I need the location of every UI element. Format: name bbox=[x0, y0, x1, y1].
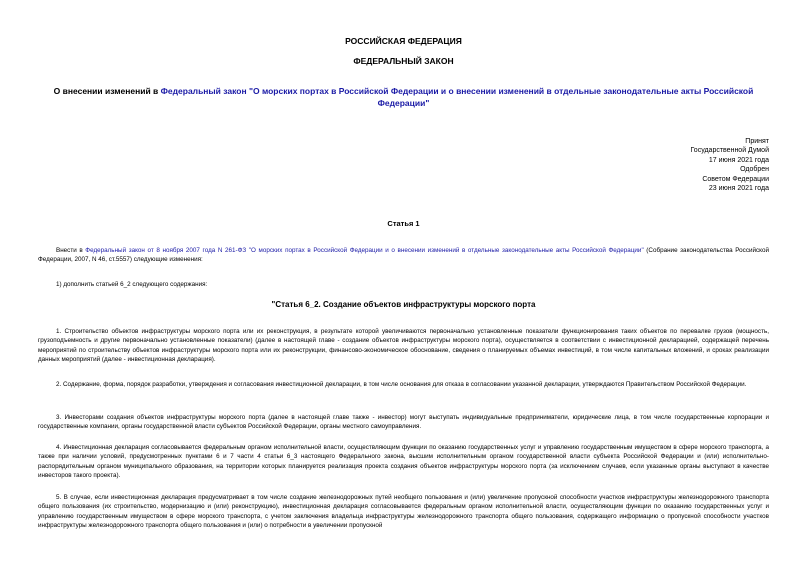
law-type-heading: ФЕДЕРАЛЬНЫЙ ЗАКОН bbox=[353, 56, 454, 66]
adoption-line: Советом Федерации bbox=[702, 175, 769, 183]
point-1: 1. Строительство объектов инфраструктуры морского порта или их реконструкция, в результате которой увеличиваются первоначально установленные показатели функционирования таких объектов по перевалке грузов (мощность, грузоподъемность и другие первоначально установленные показатели) (далее в настоящей главе - создание объектов инфраструктуры морского порта), осуществляется в соответствии с инвестиционной декларацией, содержащей перечень мероприятий по строительству объектов инфраструктуры морского порта или их реконструкции, финансово-экономическое обоснование, сведения о планируемых объемах инвестиций, в том числе капитальных вложений, и сроках реализации данных мероприятий (далее - инвестиционная декларация). bbox=[38, 328, 769, 363]
point-3: 3. Инвесторами создания объектов инфраструктуры морского порта (далее в настоящей главе также - инвестор) могут выступать индивидуальные предприниматели, юридические лица, в том числе государственные корпорации и государственные компании, органы государственной власти субъектов Российской Федерации, органы местного самоуправления. bbox=[38, 414, 769, 431]
federation-heading: РОССИЙСКАЯ ФЕДЕРАЦИЯ bbox=[345, 36, 462, 46]
law-title-prefix: О внесении изменений в bbox=[53, 86, 161, 96]
adoption-line: Принят bbox=[745, 138, 769, 145]
adoption-line: 17 июня 2021 года bbox=[708, 156, 769, 164]
intro-suffix: (Собрание законодательства Российской Федерации, 2007, N 46, ст.5557) следующие изменения: bbox=[38, 247, 769, 264]
article-heading: Статья 1 bbox=[387, 219, 420, 228]
adoption-block bbox=[690, 137, 769, 193]
law-title bbox=[50, 85, 757, 109]
intro-prefix: Внести в bbox=[56, 247, 86, 254]
point-2: 2. Содержание, форма, порядок разработки, утверждения и согласования инвестиционной декларации, в том числе основания для отказа в согласовании указанной декларации, утверждаются Правительством Российской Федерации. bbox=[56, 381, 747, 388]
amendment-item-1: 1) дополнить статьей 6_2 следующего содержания: bbox=[56, 281, 208, 288]
adoption-line: Одобрен bbox=[740, 166, 769, 174]
point-4: 4. Инвестиционная декларация согласовывается федеральным органом исполнительной власти, осуществляющим функции по оказанию государственных услуг и управлению государственным имуществом в сфере морского транспорта, а также при наличии условий, предусмотренных пунктами 6 и 7 части 4 статьи 6_3 настоящего Федерального закона, высшим исполнительным органом государственной власти субъекта Российской Федерации и (или) исполнительно-распорядительным органом муниципального образования, на территории которых планируется реализация проекта создания объектов инфраструктуры морского порта (за исключением случаев, если указанные органы выступают в качестве инвесторов такого проекта). bbox=[38, 444, 769, 479]
intro-law-link[interactable]: Федеральный закон от 8 ноября 2007 года N 261-ФЗ "О морских портах в Российской Федерации и о внесении изменений в отдельные законодательные акты Российской Федерации" bbox=[85, 247, 644, 254]
new-article-heading: "Статья 6_2. Создание объектов инфраструктуры морского порта bbox=[271, 300, 536, 309]
article-intro bbox=[38, 246, 769, 265]
law-title-link[interactable]: Федеральный закон "О морских портах в Российской Федерации и о внесении изменений в отдельные законодательные акты Российской Федерации" bbox=[160, 86, 754, 108]
point-5: 5. В случае, если инвестиционная декларация предусматривает в том числе создание железнодорожных путей необщего пользования и (или) увеличение пропускной способности участков инфраструктуры железнодорожного транспорта общего пользования (их строительство, модернизацию и (или) реконструкцию), инвестиционная декларация согласовывается федеральным органом исполнительной власти, осуществляющим функции по оказанию государственных услуг и управлению государственным имуществом в сфере морского транспорта, с учетом заключения владельца инфраструктуры железнодорожного транспорта общего пользования, содержащего информацию о пропускной способности участков инфраструктуры железнодорожного транспорта общего пользования и (или) о потребности в увеличении пропускной bbox=[38, 494, 769, 529]
adoption-line: Государственной Думой bbox=[690, 147, 769, 155]
adoption-line: 23 июня 2021 года bbox=[708, 185, 769, 193]
